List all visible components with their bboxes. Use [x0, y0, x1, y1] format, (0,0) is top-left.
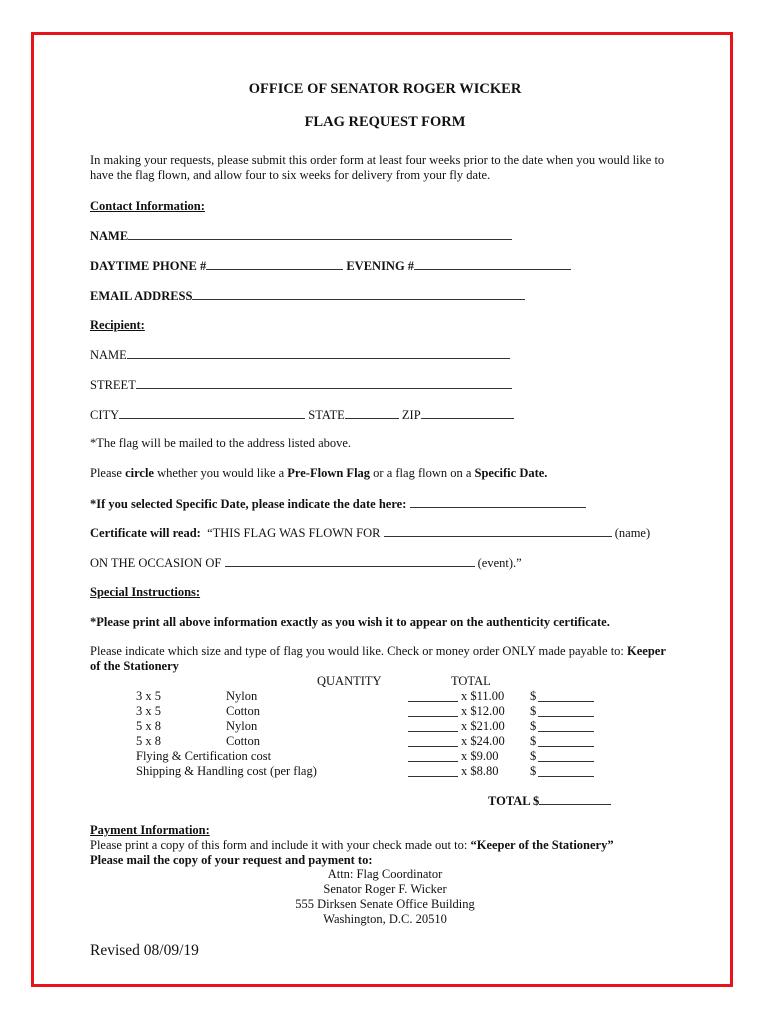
- order-size: Flying & Certification cost: [136, 749, 272, 763]
- specific-date-label: *If you selected Specific Date, please indicate the date here:: [90, 497, 407, 511]
- recipient-heading: Recipient:: [90, 318, 145, 332]
- recipient-name-label: NAME: [90, 348, 127, 362]
- flag-choice-text: Please circle whether you would like a Pre-Flown Flag or a flag flown on a Specific Date.: [90, 466, 548, 480]
- certificate-row: [90, 525, 650, 541]
- row-dollar: $: [530, 719, 537, 733]
- preflown-option[interactable]: Pre-Flown Flag: [287, 466, 371, 480]
- order-price: x $9.00: [461, 749, 499, 763]
- city-label: CITY: [90, 408, 120, 422]
- specific-date-field[interactable]: [410, 496, 586, 508]
- evening-phone-label: EVENING #: [346, 259, 415, 273]
- order-keeper-line: of the Stationery: [90, 659, 179, 673]
- state-label: STATE: [308, 408, 345, 422]
- form-title: FLAG REQUEST FORM: [304, 114, 466, 130]
- intro-line-2: have the flag flown, and allow four to six weeks for delivery from your fly date.: [90, 168, 491, 182]
- zip-field[interactable]: [421, 407, 514, 419]
- row-total-field[interactable]: [538, 704, 594, 717]
- contact-name-row: [90, 228, 512, 244]
- order-size: 5 x 8: [136, 719, 161, 733]
- flown-for-field[interactable]: [384, 525, 612, 537]
- certificate-label: Certificate will read:: [90, 526, 201, 540]
- quantity-field[interactable]: [408, 734, 458, 747]
- quantity-field[interactable]: [408, 704, 458, 717]
- contact-name-label: NAME: [90, 229, 129, 243]
- order-size: 3 x 5: [136, 689, 161, 703]
- grand-total-field[interactable]: [539, 793, 611, 805]
- zip-label: ZIP: [401, 408, 421, 422]
- specific-date-option[interactable]: Specific Date.: [474, 466, 548, 480]
- contact-name-field[interactable]: [128, 228, 512, 240]
- row-total-field[interactable]: [538, 749, 594, 762]
- row-dollar: $: [530, 734, 537, 748]
- order-price: x $24.00: [461, 734, 505, 748]
- street-row: [90, 377, 512, 393]
- grand-total-row: [488, 793, 611, 809]
- special-instructions-note: *Please print all above information exactly as you wish it to appear on the authenticity certificate.: [90, 615, 610, 629]
- payment-line-1: Please print a copy of this form and include it with your check made out to: “Keeper of the Stationery”: [90, 838, 614, 852]
- row-total-field[interactable]: [538, 689, 594, 702]
- order-price: x $8.80: [461, 764, 499, 778]
- quantity-field[interactable]: [408, 689, 458, 702]
- row-dollar: $: [530, 689, 537, 703]
- recipient-name-field[interactable]: [127, 347, 510, 359]
- row-total-field[interactable]: [538, 764, 594, 777]
- street-label: STREET: [90, 378, 136, 392]
- certificate-text: “THIS FLAG WAS FLOWN FOR: [207, 526, 381, 540]
- name-suffix: (name): [614, 526, 651, 540]
- email-field[interactable]: [192, 288, 525, 300]
- phone-row: [90, 258, 571, 274]
- grand-total-label: TOTAL $: [488, 794, 540, 808]
- state-field[interactable]: [345, 407, 399, 419]
- city-row: [90, 407, 514, 423]
- intro-line-1: In making your requests, please submit this order form at least four weeks prior to the date when you would like to: [90, 153, 665, 167]
- recipient-name-row: [90, 347, 510, 363]
- email-row: [90, 288, 525, 304]
- quantity-field[interactable]: [408, 719, 458, 732]
- city-field[interactable]: [119, 407, 305, 419]
- row-dollar: $: [530, 764, 537, 778]
- order-type: Cotton: [226, 734, 261, 748]
- event-suffix: (event).”: [477, 556, 522, 570]
- quantity-field[interactable]: [408, 749, 458, 762]
- email-label: EMAIL ADDRESS: [90, 289, 193, 303]
- order-price: x $21.00: [461, 719, 505, 733]
- revised-date: Revised 08/09/19: [90, 942, 199, 959]
- payment-line-2: Please mail the copy of your request and payment to:: [90, 853, 373, 867]
- order-size: 5 x 8: [136, 734, 161, 748]
- order-type: Nylon: [226, 689, 258, 703]
- occasion-label: ON THE OCCASION OF: [90, 556, 222, 570]
- row-dollar: $: [530, 704, 537, 718]
- special-instructions-heading: Special Instructions:: [90, 585, 201, 599]
- order-size: Shipping & Handling cost (per flag): [136, 764, 317, 778]
- quantity-field[interactable]: [408, 764, 458, 777]
- row-total-field[interactable]: [538, 734, 594, 747]
- quantity-header: QUANTITY: [317, 674, 382, 688]
- payment-heading: Payment Information:: [90, 823, 210, 837]
- office-title: OFFICE OF SENATOR ROGER WICKER: [248, 81, 522, 97]
- order-price: x $11.00: [461, 689, 505, 703]
- total-header: TOTAL: [451, 674, 491, 688]
- row-dollar: $: [530, 749, 537, 763]
- order-instructions: Please indicate which size and type of flag you would like. Check or money order ONLY made payable to: Keeper: [90, 644, 666, 658]
- specific-date-row: [90, 496, 586, 512]
- occasion-row: [90, 555, 522, 571]
- daytime-phone-field[interactable]: [206, 258, 343, 270]
- order-type: Cotton: [226, 704, 261, 718]
- evening-phone-field[interactable]: [414, 258, 571, 270]
- order-size: 3 x 5: [136, 704, 161, 718]
- contact-heading: Contact Information:: [90, 199, 205, 213]
- address-line: Senator Roger F. Wicker: [323, 882, 447, 896]
- address-line: Washington, D.C. 20510: [323, 912, 447, 926]
- daytime-phone-label: DAYTIME PHONE #: [90, 259, 207, 273]
- row-total-field[interactable]: [538, 719, 594, 732]
- mail-note: *The flag will be mailed to the address listed above.: [90, 436, 352, 450]
- order-price: x $12.00: [461, 704, 505, 718]
- address-line: Attn: Flag Coordinator: [327, 867, 443, 881]
- address-line: 555 Dirksen Senate Office Building: [295, 897, 475, 911]
- street-field[interactable]: [136, 377, 512, 389]
- order-type: Nylon: [226, 719, 258, 733]
- circle-word: circle: [125, 466, 154, 480]
- occasion-field[interactable]: [225, 555, 475, 567]
